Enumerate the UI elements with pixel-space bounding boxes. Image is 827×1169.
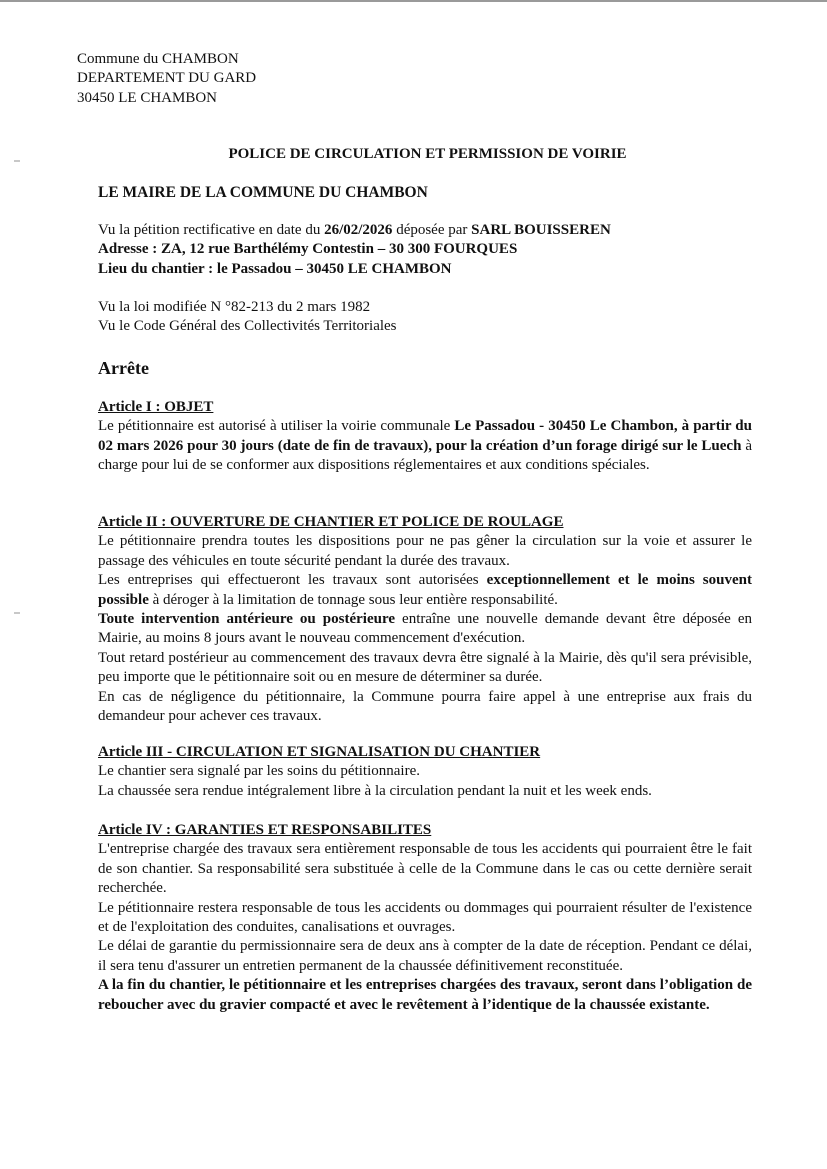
article-3-p1: Le chantier sera signalé par les soins du pétitionnaire. (98, 763, 420, 780)
article-2-p2 (98, 571, 752, 610)
article-2-p2-start: Les entreprises qui effectueront les travaux sont autorisées (98, 572, 487, 589)
commune-city: 30450 LE CHAMBON (77, 89, 218, 106)
article-2-p3 (98, 610, 752, 649)
article-4-p4: A la fin du chantier, le pétitionnaire et les entreprises chargées des travaux, seront dans l’obligation de reboucher avec du gravier compacté et avec le revêtement à l’identique de la chaussée existante. (98, 977, 752, 1013)
article-2-p1: Le pétitionnaire prendra toutes les dispositions pour ne pas gêner la circulation sur la voie et assurer le passage des véhicules en toute sécurité pendant la durée des travaux. (98, 533, 752, 569)
petition-company: SARL BOUISSEREN (471, 222, 611, 238)
petition-prefix: Vu la pétition rectificative en date du (98, 222, 325, 238)
article-1-text (98, 417, 752, 475)
commune-header (77, 50, 731, 108)
article-4-p3: Le délai de garantie du permissionnaire sera de deux ans à compter de la date de réception. Pendant ce délai, il sera tenu d'assurer un entretien permanent de la chaussée définitivement reconstituée. (98, 938, 752, 974)
article-1 (98, 398, 752, 476)
article-2-p4: Tout retard postérieur au commencement des travaux devra être signalé à la Mairie, dès qu'il sera prévisible, peu importe que le pétitionnaire soit ou en mesure de déterminer sa durée. (98, 649, 752, 686)
article-2 (98, 513, 752, 726)
article-2-title: Article II : OUVERTURE DE CHANTIER ET POLICE DE ROULAGE (98, 514, 564, 530)
article-2-p3-end: entraîne une nouvelle demande devant être déposée en Mairie, au moins 8 jours avant le nouveau commencement d'exécution. (98, 611, 752, 647)
article-4-p2: Le pétitionnaire restera responsable de tous les accidents ou dommages qui pourraient résulter de l'existence et de l'exploitation des conduites, canalisations et ouvrages. (98, 899, 752, 936)
article-1-bold: Le Passadou - 30450 Le Chambon, à partir du 02 mars 2026 pour 30 jours (date de fin de travaux), pour la création d’un forage dirigé sur le Luech (98, 418, 752, 454)
petitioner-address: Adresse : ZA, 12 rue Barthélémy Contestin – 30 300 FOURQUES (98, 241, 518, 258)
petition-middle: déposée par (392, 222, 472, 238)
legal-references (98, 298, 752, 337)
petition-line (98, 221, 752, 240)
mayor-heading: LE MAIRE DE LA COMMUNE DU CHAMBON (98, 184, 428, 201)
commune-name: Commune du CHAMBON (77, 51, 239, 67)
article-1-title: Article I : OBJET (98, 399, 214, 415)
article-3-title: Article III - CIRCULATION ET SIGNALISATION DU CHANTIER (98, 744, 541, 760)
article-4-title: Article IV : GARANTIES ET RESPONSABILITES (98, 822, 432, 838)
article-1-text-start: Le pétitionnaire est autorisé à utiliser la voirie communale (98, 418, 455, 435)
arrete-heading: Arrête (98, 358, 149, 378)
article-2-p5: En cas de négligence du pétitionnaire, la Commune pourra faire appel à une entreprise aux frais du demandeur pour achever ces travaux. (98, 688, 752, 725)
document-title: POLICE DE CIRCULATION ET PERMISSION DE VOIRIE (228, 146, 627, 162)
article-2-p2-end: à déroger à la limitation de tonnage sous leur entière responsabilité. (148, 591, 558, 608)
petition-block (98, 221, 752, 279)
article-4 (98, 821, 752, 1015)
article-2-p2-bold: exceptionnellement et le moins souvent possible (98, 572, 752, 608)
law-reference: Vu la loi modifiée N °82-213 du 2 mars 1982 (98, 299, 371, 315)
article-3-p2: La chaussée sera rendue intégralement libre à la circulation pendant la nuit et les week ends. (98, 782, 652, 799)
article-3 (98, 743, 752, 801)
petition-date: 26/02/2026 (324, 222, 393, 238)
code-reference: Vu le Code Général des Collectivités Territoriales (98, 318, 397, 335)
departement-name: DEPARTEMENT DU GARD (77, 70, 257, 87)
article-2-p3-bold: Toute intervention antérieure ou postérieure (98, 611, 396, 628)
article-1-text-end: à charge pour lui de se conformer aux dispositions réglementaires et aux conditions spéciales. (98, 437, 752, 474)
article-4-p1: L'entreprise chargée des travaux sera entièrement responsable de tous les accidents qui pourraient être le fait de son chantier. Sa responsabilité sera substituée à celle de la Commune dans le cas ou cette dernière serait recherchée. (98, 841, 752, 897)
worksite-location: Lieu du chantier : le Passadou – 30450 LE CHAMBON (98, 260, 452, 277)
